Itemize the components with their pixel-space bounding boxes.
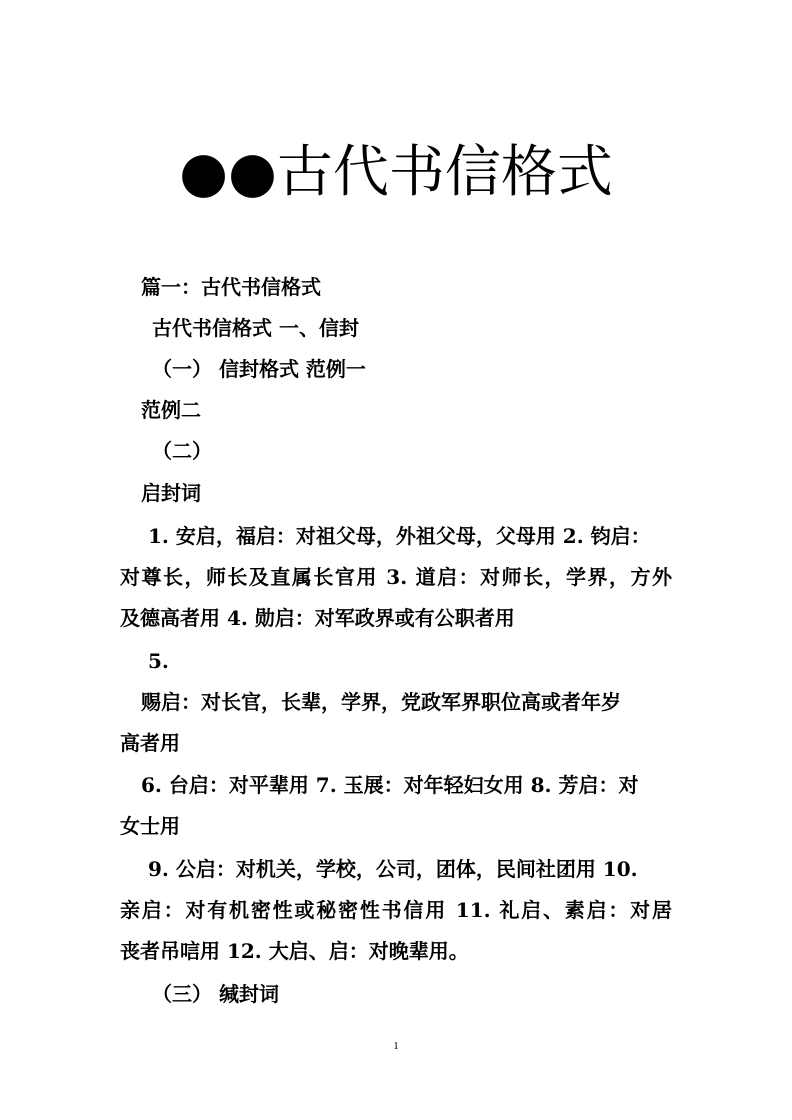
opening-words-heading: 启封词	[141, 481, 201, 505]
paragraph-line: 亲启：对有机密性或秘密性书信用 11. 礼启、素启：对居	[120, 898, 672, 922]
paragraph-line: 高者用	[120, 731, 180, 755]
paragraph-line: 女士用	[120, 814, 180, 838]
item-two-heading: （二）	[152, 439, 212, 463]
paragraph-line: 赐启：对长官，长辈，学界，党政军界职位高或者年岁	[141, 690, 621, 714]
section-heading-part-one: 篇一：古代书信格式	[141, 275, 321, 299]
paragraph-line: 9. 公启：对机关，学校，公司，团体，民间社团用 10.	[148, 857, 638, 881]
paragraph-line: 对尊长，师长及直属长官用 3. 道启：对师长，学界，方外	[120, 565, 672, 589]
item-five-number: 5.	[148, 649, 169, 673]
document-title: ●●古代书信格式	[179, 140, 613, 205]
paragraph-line: 1. 安启，福启：对祖父母，外祖父母，父母用 2. 钧启：	[148, 524, 651, 548]
page-number: 1	[393, 1040, 399, 1052]
paragraph-line: 6. 台启：对平辈用 7. 玉展：对年轻妇女用 8. 芳启：对	[141, 773, 639, 797]
sealing-words-heading: （三） 缄封词	[152, 982, 279, 1006]
subheading-envelope: 古代书信格式 一、信封	[152, 316, 359, 340]
envelope-format-heading: （一） 信封格式 范例一	[152, 357, 366, 381]
example-two-label: 范例二	[141, 398, 201, 422]
paragraph-line: 丧者吊唁用 12. 大启、启：对晚辈用。	[120, 939, 469, 963]
paragraph-line: 及德高者用 4. 勋启：对军政界或有公职者用	[120, 606, 515, 630]
